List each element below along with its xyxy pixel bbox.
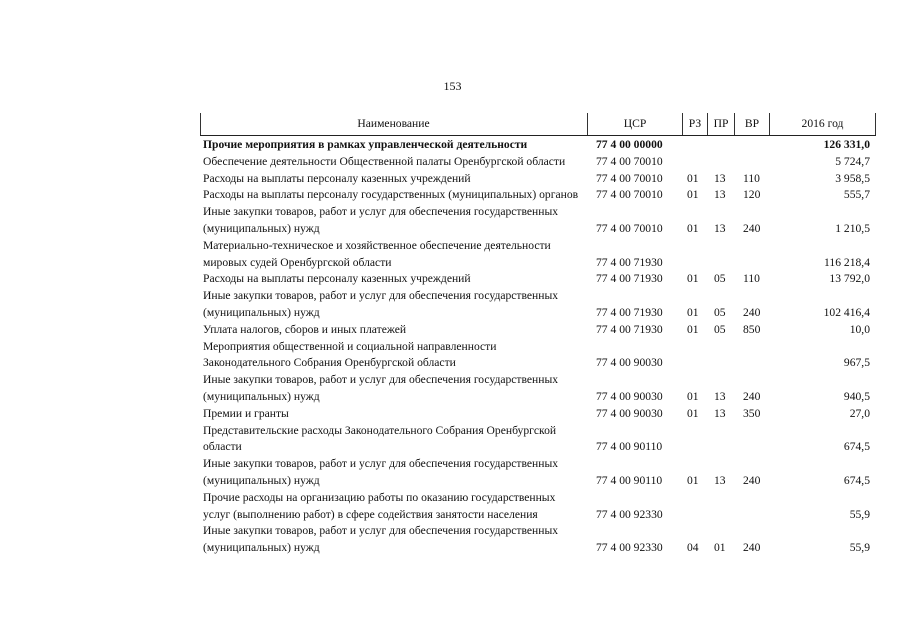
header-pr: ПР xyxy=(713,117,729,130)
row-pr: 05 xyxy=(714,305,726,319)
row-name: Иные закупки товаров, работ и услуг для обеспечения государственных (муниципальных) нужд xyxy=(203,373,559,403)
table-row xyxy=(200,187,876,204)
table-row xyxy=(200,171,876,188)
row-vr: 240 xyxy=(743,389,761,403)
table-row xyxy=(200,271,876,288)
row-name: Прочие мероприятия в рамках управленческой деятельности xyxy=(203,138,528,151)
row-pr: 13 xyxy=(714,473,726,487)
row-amount: 13 792,0 xyxy=(829,272,870,286)
row-name: Расходы на выплаты персоналу государственных (муниципальных) органов xyxy=(203,188,579,202)
table-row xyxy=(200,204,876,238)
row-csr: 77 4 00 71930 xyxy=(596,255,663,269)
row-amount: 116 218,4 xyxy=(824,255,870,269)
row-amount: 126 331,0 xyxy=(823,138,870,151)
row-pr: 13 xyxy=(714,188,726,202)
row-vr: 240 xyxy=(743,305,761,319)
row-csr: 77 4 00 90030 xyxy=(596,356,663,370)
row-name: Иные закупки товаров, работ и услуг для обеспечения государственных (муниципальных) нужд xyxy=(203,289,559,319)
row-amount: 27,0 xyxy=(849,406,870,420)
row-rz: 01 xyxy=(687,389,699,403)
row-pr: 13 xyxy=(714,389,726,403)
row-csr: 77 4 00 92330 xyxy=(596,507,663,521)
row-csr: 77 4 00 71930 xyxy=(596,322,663,336)
row-amount: 55,9 xyxy=(849,541,870,555)
row-amount: 674,5 xyxy=(843,440,870,454)
row-csr: 77 4 00 71930 xyxy=(596,305,663,319)
row-vr: 110 xyxy=(743,272,760,286)
row-rz: 01 xyxy=(687,473,699,487)
row-name: Расходы на выплаты персоналу казенных учреждений xyxy=(203,171,471,185)
row-rz: 01 xyxy=(687,171,699,185)
row-name: Иные закупки товаров, работ и услуг для обеспечения государственных (муниципальных) нужд xyxy=(203,457,559,487)
table-row xyxy=(200,406,876,423)
row-pr: 05 xyxy=(714,272,726,286)
row-amount: 967,5 xyxy=(843,356,870,370)
table-row xyxy=(200,523,876,557)
row-rz: 04 xyxy=(687,541,699,555)
row-pr: 13 xyxy=(714,406,726,420)
row-name: Представительские расходы Законодательного Собрания Оренбургской области xyxy=(203,423,557,454)
row-csr: 77 4 00 90030 xyxy=(596,389,663,403)
row-csr: 77 4 00 90030 xyxy=(596,406,663,420)
header-vr: ВР xyxy=(744,117,760,130)
row-vr: 850 xyxy=(743,322,761,336)
row-name: Уплата налогов, сборов и иных платежей xyxy=(203,322,407,336)
row-name: Прочие расходы на организацию работы по оказанию государственных услуг (выполнению работ) в сфере содействия занятости населения xyxy=(203,490,556,521)
row-rz: 01 xyxy=(687,188,699,202)
table-row xyxy=(200,490,876,524)
row-csr: 77 4 00 90110 xyxy=(596,440,663,454)
row-vr: 120 xyxy=(743,188,761,202)
row-name: Материально-техническое и хозяйственное обеспечение деятельности мировых судей Оренбургской области xyxy=(203,238,551,269)
header-rz: РЗ xyxy=(688,117,702,130)
table-row xyxy=(200,288,876,322)
row-vr: 240 xyxy=(743,221,761,235)
table-body xyxy=(200,136,876,557)
row-csr: 77 4 00 70010 xyxy=(596,171,663,185)
row-vr: 350 xyxy=(743,406,761,420)
table-row xyxy=(200,456,876,490)
row-name: Премии и гранты xyxy=(203,406,289,420)
table-row xyxy=(200,137,876,154)
row-name: Расходы на выплаты персоналу казенных учреждений xyxy=(203,272,471,286)
row-rz: 01 xyxy=(687,322,699,336)
row-name: Иные закупки товаров, работ и услуг для обеспечения государственных (муниципальных) нужд xyxy=(203,524,559,555)
table-row xyxy=(200,154,876,171)
header-csr: ЦСР xyxy=(623,117,647,130)
row-name: Мероприятия общественной и социальной направленности Законодательного Собрания Оренбургской области xyxy=(203,339,497,370)
row-amount: 102 416,4 xyxy=(823,305,870,319)
row-name: Обеспечение деятельности Общественной палаты Оренбургской области xyxy=(203,154,566,168)
row-csr: 77 4 00 92330 xyxy=(596,541,663,555)
table-row xyxy=(200,423,876,457)
table-row xyxy=(200,339,876,373)
page-number: 153 xyxy=(443,79,462,93)
row-rz: 01 xyxy=(687,272,699,286)
row-name: Иные закупки товаров, работ и услуг для обеспечения государственных (муниципальных) нужд xyxy=(203,205,559,235)
row-csr: 77 4 00 70010 xyxy=(596,188,663,202)
row-amount: 55,9 xyxy=(849,507,870,521)
row-pr: 01 xyxy=(714,541,726,555)
row-csr: 77 4 00 70010 xyxy=(596,221,663,235)
table-row xyxy=(200,238,876,272)
row-amount: 10,0 xyxy=(849,322,870,336)
row-amount: 555,7 xyxy=(843,188,870,202)
header-year: 2016 год xyxy=(801,117,844,130)
row-csr: 77 4 00 70010 xyxy=(596,154,663,168)
row-csr: 77 4 00 00000 xyxy=(596,138,663,151)
row-amount: 1 210,5 xyxy=(835,221,870,235)
row-amount: 5 724,7 xyxy=(835,154,870,168)
row-amount: 940,5 xyxy=(843,389,870,403)
row-vr: 240 xyxy=(743,473,761,487)
row-rz: 01 xyxy=(687,406,699,420)
row-rz: 01 xyxy=(687,221,699,235)
row-csr: 77 4 00 90110 xyxy=(596,473,663,487)
row-vr: 110 xyxy=(743,171,760,185)
row-amount: 3 958,5 xyxy=(835,171,870,185)
header-name: Наименование xyxy=(357,117,430,130)
row-rz: 01 xyxy=(687,305,699,319)
row-pr: 13 xyxy=(714,171,726,185)
table-row xyxy=(200,322,876,339)
row-pr: 13 xyxy=(714,221,726,235)
row-vr: 240 xyxy=(743,541,761,555)
row-pr: 05 xyxy=(714,322,726,336)
table-row xyxy=(200,372,876,406)
budget-table xyxy=(200,113,876,557)
row-amount: 674,5 xyxy=(843,473,870,487)
table-header xyxy=(200,113,876,136)
row-csr: 77 4 00 71930 xyxy=(596,272,663,286)
